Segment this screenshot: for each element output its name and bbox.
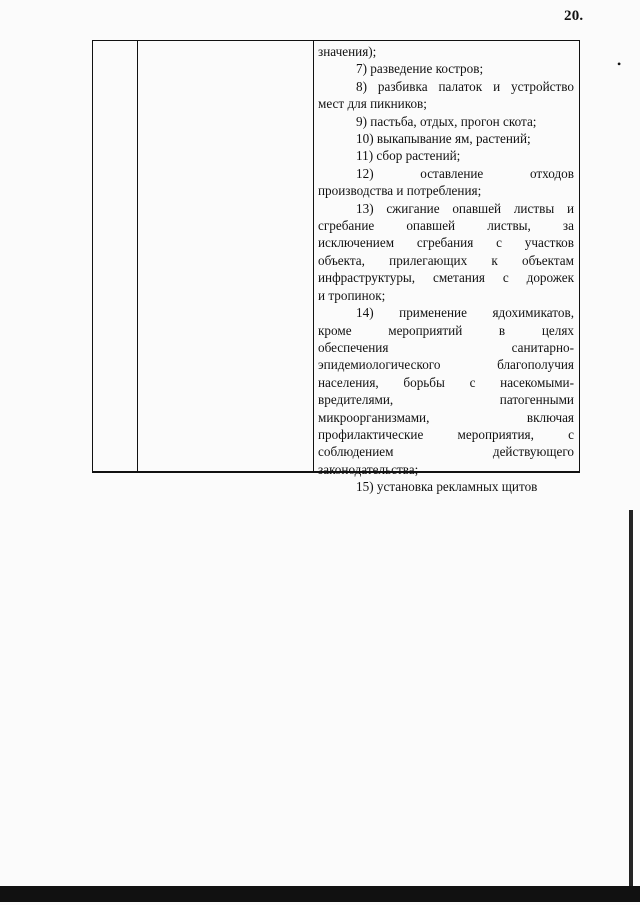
text-line: значения); (318, 44, 377, 59)
column-divider (313, 41, 314, 471)
text-line: эпидемиологического благополучия (318, 357, 574, 373)
text-line: профилактические мероприятия, с (318, 426, 574, 442)
text-line: 8) разбивка палаток и устройство (356, 78, 574, 94)
text-line: 9) пастьба, отдых, прогон скота; (356, 113, 537, 129)
text-line: 11) сбор растений; (356, 148, 461, 164)
text-line: производства и потребления; (318, 183, 482, 199)
text-line: кроме мероприятий в целях (318, 322, 574, 338)
text-line: обеспечения санитарно- (318, 339, 574, 355)
text-line: населения, борьбы с насекомыми- (318, 374, 574, 390)
text-line: 14) применение ядохимикатов, (356, 305, 574, 321)
text-line: сгребание опавшей листвы, за (318, 218, 574, 234)
text-line: 12) оставление отходов (356, 165, 574, 181)
text-line: исключением сгребания с участков (318, 235, 574, 251)
text-line: объекта, прилегающих к объектам (318, 252, 574, 268)
text-line: мест для пикников; (318, 96, 427, 112)
text-line: микроорганизмами, включая (318, 409, 574, 425)
scan-mark: • (617, 57, 622, 71)
text-line: 13) сжигание опавшей листвы и (356, 200, 574, 216)
text-line: 15) установка рекламных щитов (356, 479, 538, 495)
text-line: соблюдением действующего (318, 444, 574, 460)
scan-edge-shadow (629, 510, 633, 890)
page-number: 20. (564, 8, 584, 24)
column-divider (137, 41, 138, 471)
text-line: 10) выкапывание ям, растений; (356, 131, 531, 147)
scan-bottom-border (0, 886, 640, 902)
text-line: законодательства; (318, 461, 419, 477)
text-line: и тропинок; (318, 287, 386, 303)
document-table (92, 40, 580, 495)
prohibited-activities-cell (318, 43, 574, 496)
text-line: инфраструктуры, сметания с дорожек (318, 270, 574, 286)
text-line: 7) разведение костров; (356, 61, 484, 77)
text-line: вредителями, патогенными (318, 392, 574, 408)
